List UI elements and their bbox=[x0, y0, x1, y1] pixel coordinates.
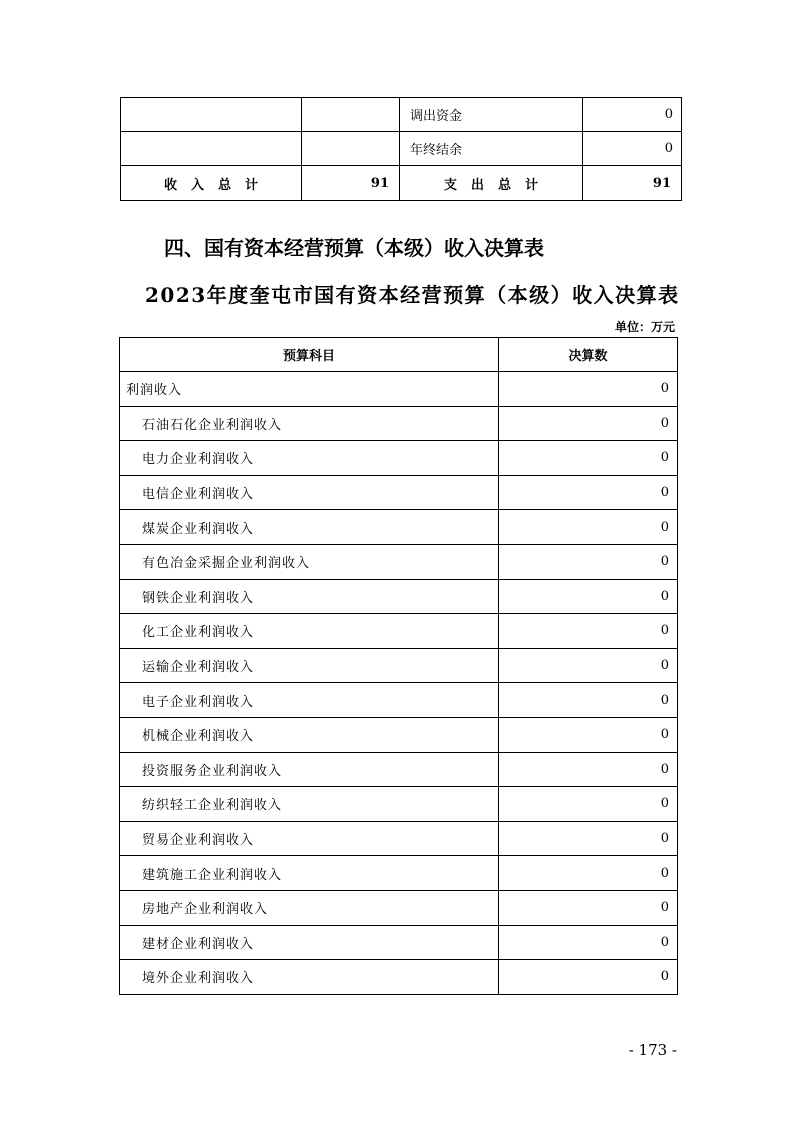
subject-cell: 电信企业利润收入 bbox=[120, 475, 499, 510]
subject-cell: 有色冶金采掘企业利润收入 bbox=[120, 544, 499, 579]
table-row bbox=[120, 579, 678, 614]
empty-cell bbox=[302, 98, 400, 132]
subject-cell: 利润收入 bbox=[120, 372, 499, 407]
income-total-label: 收入总计 bbox=[121, 166, 302, 201]
subject-cell: 建筑施工企业利润收入 bbox=[120, 856, 499, 891]
subject-cell: 石油石化企业利润收入 bbox=[120, 406, 499, 441]
table-row bbox=[121, 132, 682, 166]
header-subject: 预算科目 bbox=[120, 338, 499, 372]
expense-item-value: 0 bbox=[583, 132, 682, 166]
amount-cell: 0 bbox=[499, 856, 678, 891]
table-row bbox=[120, 960, 678, 995]
table-row bbox=[120, 441, 678, 476]
amount-cell: 0 bbox=[499, 544, 678, 579]
amount-cell: 0 bbox=[499, 579, 678, 614]
table-row bbox=[120, 544, 678, 579]
expense-item-value: 0 bbox=[583, 98, 682, 132]
subject-cell: 贸易企业利润收入 bbox=[120, 821, 499, 856]
section-heading: 四、国有资本经营预算（本级）收入决算表 bbox=[164, 236, 544, 260]
amount-cell: 0 bbox=[499, 752, 678, 787]
amount-cell: 0 bbox=[499, 890, 678, 925]
table-row bbox=[120, 925, 678, 960]
unit-label: 单位：万元 bbox=[614, 320, 675, 334]
table-row bbox=[120, 510, 678, 545]
subject-cell: 钢铁企业利润收入 bbox=[120, 579, 499, 614]
table-row bbox=[120, 614, 678, 649]
table-row bbox=[120, 752, 678, 787]
subject-cell: 境外企业利润收入 bbox=[120, 960, 499, 995]
amount-cell: 0 bbox=[499, 648, 678, 683]
income-total-value: 91 bbox=[302, 166, 400, 201]
table-row bbox=[120, 821, 678, 856]
amount-cell: 0 bbox=[499, 925, 678, 960]
table-row bbox=[120, 890, 678, 925]
expense-item-label: 调出资金 bbox=[400, 98, 583, 132]
expense-total-value: 91 bbox=[583, 166, 682, 201]
table-row bbox=[120, 787, 678, 822]
table-row bbox=[121, 98, 682, 132]
amount-cell: 0 bbox=[499, 787, 678, 822]
table-row bbox=[120, 648, 678, 683]
subject-cell: 运输企业利润收入 bbox=[120, 648, 499, 683]
amount-cell: 0 bbox=[499, 510, 678, 545]
amount-cell: 0 bbox=[499, 821, 678, 856]
table-body bbox=[120, 372, 678, 995]
continuation-table bbox=[120, 97, 682, 201]
revenue-final-accounts-table bbox=[119, 337, 678, 995]
expense-item-label: 年终结余 bbox=[400, 132, 583, 166]
table-row bbox=[120, 856, 678, 891]
header-row bbox=[120, 338, 678, 372]
amount-cell: 0 bbox=[499, 614, 678, 649]
amount-cell: 0 bbox=[499, 475, 678, 510]
subject-cell: 煤炭企业利润收入 bbox=[120, 510, 499, 545]
page-number: - 173 - bbox=[628, 1041, 677, 1059]
table-row bbox=[120, 475, 678, 510]
empty-cell bbox=[121, 132, 302, 166]
subject-cell: 电力企业利润收入 bbox=[120, 441, 499, 476]
subject-cell: 房地产企业利润收入 bbox=[120, 890, 499, 925]
table-row bbox=[120, 372, 678, 407]
amount-cell: 0 bbox=[499, 960, 678, 995]
table-title: 2023年度奎屯市国有资本经营预算（本级）收入决算表 bbox=[145, 283, 680, 307]
amount-cell: 0 bbox=[499, 441, 678, 476]
amount-cell: 0 bbox=[499, 717, 678, 752]
table-row bbox=[120, 683, 678, 718]
table-row bbox=[120, 406, 678, 441]
subject-cell: 建材企业利润收入 bbox=[120, 925, 499, 960]
total-row bbox=[121, 166, 682, 201]
header-amount: 决算数 bbox=[499, 338, 678, 372]
expense-total-label: 支出总计 bbox=[400, 166, 583, 201]
subject-cell: 纺织轻工企业利润收入 bbox=[120, 787, 499, 822]
amount-cell: 0 bbox=[499, 683, 678, 718]
table-row bbox=[120, 717, 678, 752]
amount-cell: 0 bbox=[499, 406, 678, 441]
amount-cell: 0 bbox=[499, 372, 678, 407]
subject-cell: 投资服务企业利润收入 bbox=[120, 752, 499, 787]
subject-cell: 机械企业利润收入 bbox=[120, 717, 499, 752]
subject-cell: 电子企业利润收入 bbox=[120, 683, 499, 718]
empty-cell bbox=[121, 98, 302, 132]
empty-cell bbox=[302, 132, 400, 166]
subject-cell: 化工企业利润收入 bbox=[120, 614, 499, 649]
